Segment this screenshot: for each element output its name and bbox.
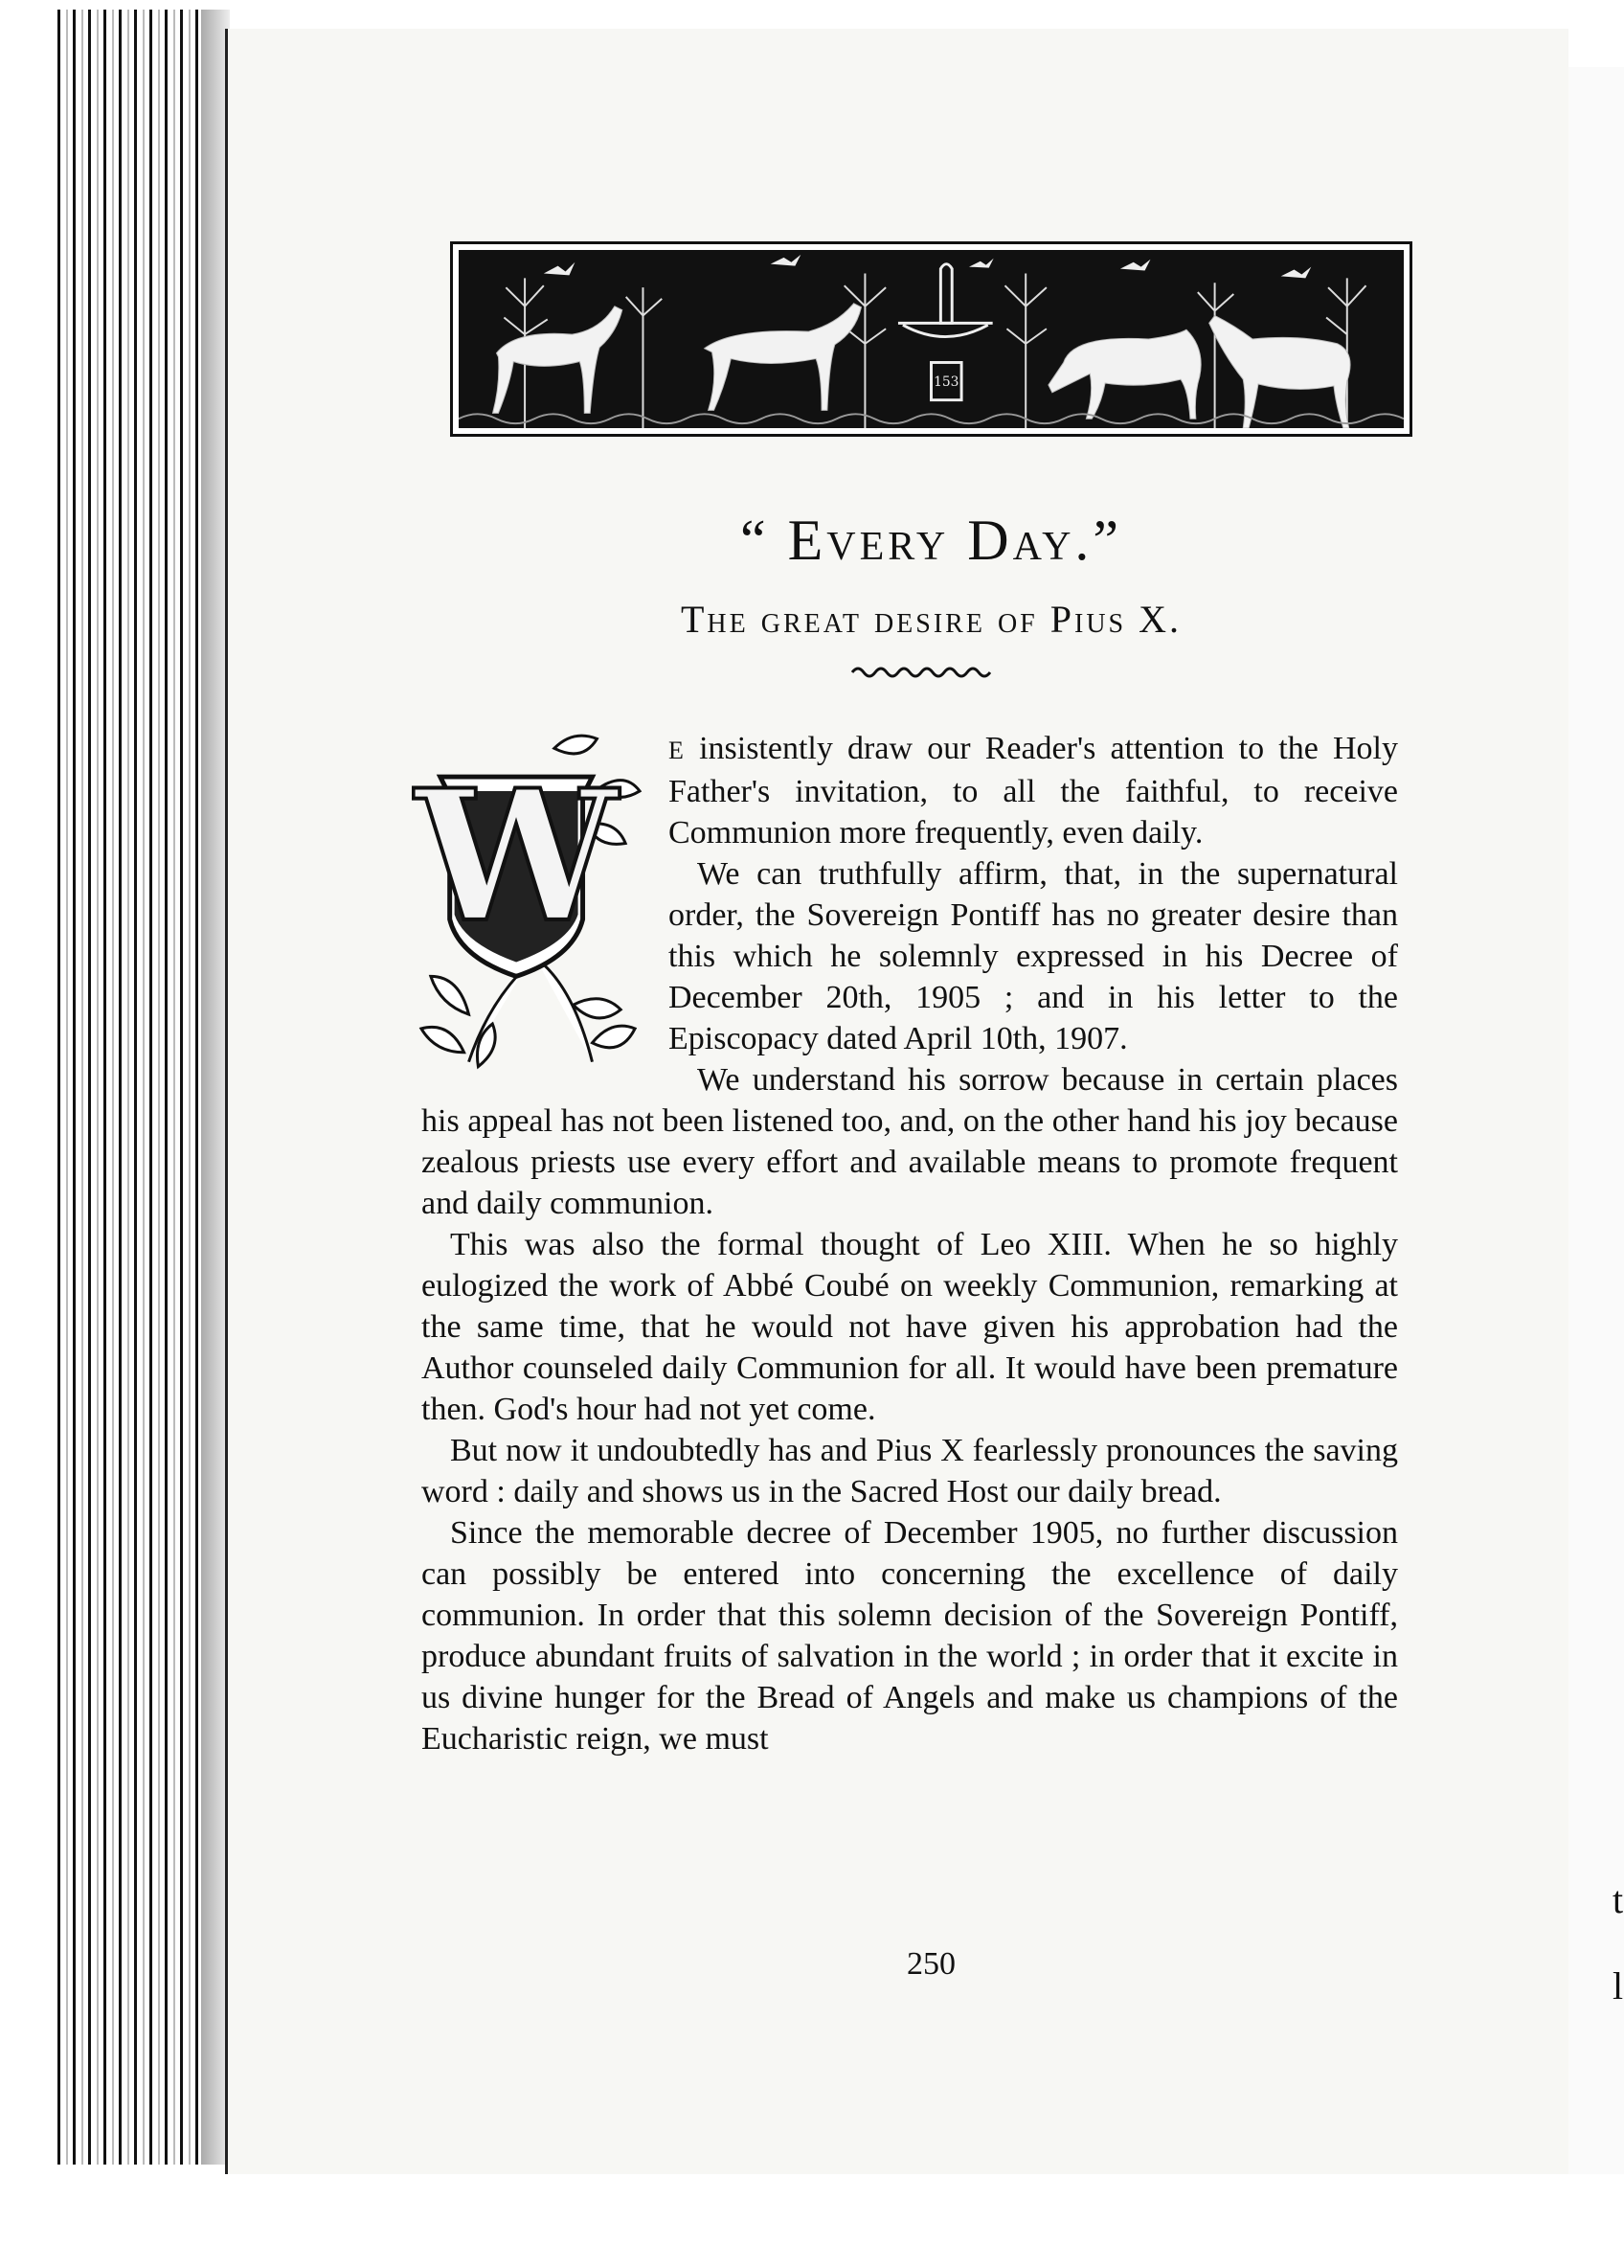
deer-fountain-headpiece-icon	[450, 241, 1412, 437]
page-number: 250	[907, 1946, 956, 1982]
facing-page-fragment: l	[1613, 1964, 1624, 2007]
book-page-edges	[57, 10, 230, 2165]
paragraph-4: This was also the formal thought of Leo XIII. When he so highly eulogized the work of Abbé Coubé on weekly Communion, remarking at the same time, that he would not have given his approbation had the Author counseled daily Communion for all. It would have been premature then. God's hour had not yet come.	[421, 1227, 1398, 1427]
paragraph-5: But now it undoubtedly has and Pius X fearlessly pronounces the saving word : daily and shows us in the Sacred Host our daily bread.	[421, 1433, 1398, 1509]
dropcap-letter: W	[415, 750, 618, 963]
paragraph-6: Since the memorable decree of December 1905, no further discussion can possibly be entered into concerning the excellence of daily communion. In order that this solemn decision of the Sovereign Pontiff, produce abundant fruits of salvation in the world ; in order that it excite in us divine hunger for the Bread of Angels and make us champions of the Eucharistic reign, we must	[421, 1515, 1398, 1757]
wavy-rule-ornament	[847, 661, 991, 680]
facing-page-fragment: t	[1613, 1878, 1624, 1921]
scan-background	[0, 2174, 1624, 2268]
ornamental-initial-w-icon	[412, 728, 649, 1082]
paragraph-2: We can truthfully affirm, that, in the supernatural order, the Sovereign Pontiff has no greater desire than this which he solemnly expressed in his Decree of December 20th, 1905 ; and in his letter to the Episcopacy dated April 10th, 1907.	[668, 856, 1398, 1056]
headpiece-illustration	[459, 250, 1404, 428]
paragraph-1-small-caps: E	[668, 737, 685, 764]
paragraph-3: We understand his sorrow because in certain places his appeal has not been listened too, and, on the other hand his joy because zealous priests use every effort and available means to promote frequent and daily communion.	[421, 1062, 1398, 1221]
body-text	[415, 728, 1398, 1759]
dropcap-illustration	[412, 728, 649, 1082]
paragraph-1-text: insistently draw our Reader's attention to the Holy Father's invitation, to all the faithful, to receive Communion more frequently, even daily.	[668, 731, 1398, 850]
fountain-label: 153	[934, 374, 959, 390]
page-title: “ Every Day.”	[739, 509, 1123, 572]
page-subtitle: The great desire of Pius X.	[680, 598, 1183, 641]
